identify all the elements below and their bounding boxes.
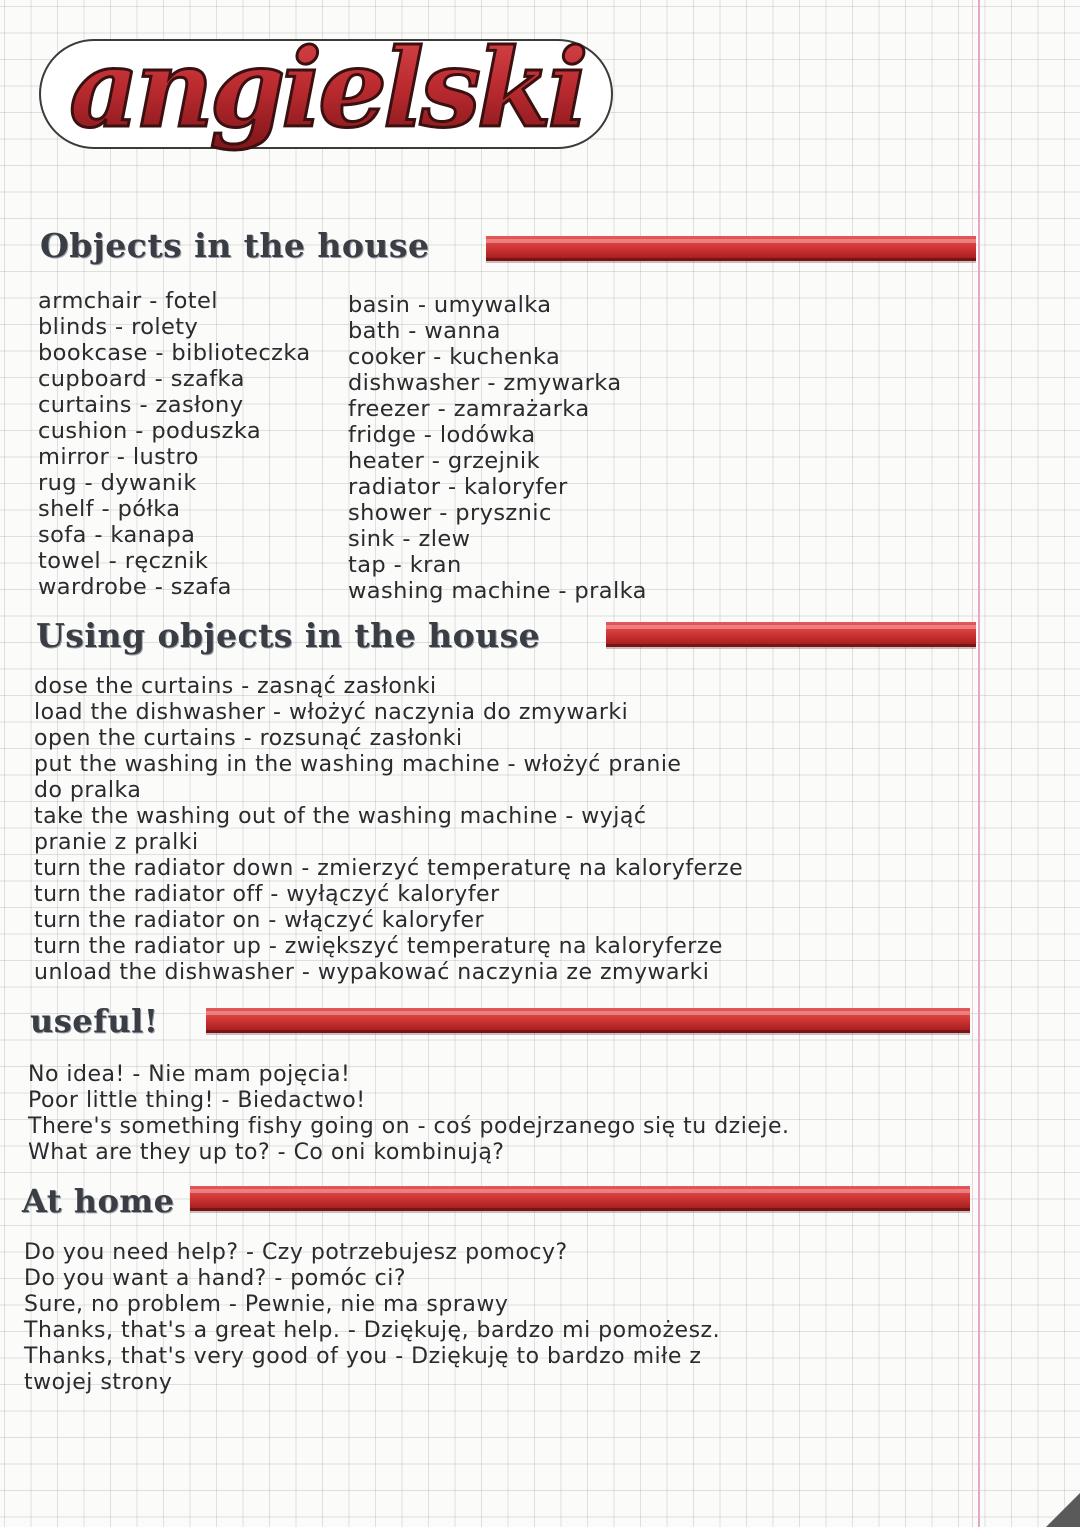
title-lettering-art	[34, 14, 624, 192]
vocab-item: wardrobe - szafa	[38, 574, 232, 600]
phrase-line: There's something fishy going on - coś podejrzanego się tu dzieje.	[28, 1114, 790, 1139]
vocab-item: basin - umywalka	[348, 292, 552, 318]
vocab-item: bookcase - biblioteczka	[38, 340, 311, 366]
phrase-line: put the washing in the washing machine - włożyć pranie	[34, 752, 682, 777]
vocab-item: cushion - poduszka	[38, 418, 262, 444]
vocab-item: fridge - lodówka	[348, 422, 536, 448]
page-corner-fold	[1046, 1493, 1080, 1527]
vocab-item: heater - grzejnik	[348, 448, 541, 474]
vocab-item: radiator - kaloryfer	[348, 474, 568, 500]
using-phrases	[34, 674, 743, 986]
phrase-line: unload the dishwasher - wypakować naczynia ze zmywarki	[34, 960, 710, 985]
phrase-line: Do you need help? - Czy potrzebujesz pomocy?	[24, 1240, 568, 1265]
margin-rule-inner	[972, 0, 973, 1527]
phrase-line: turn the radiator up - zwiększyć temperaturę na kaloryferze	[34, 934, 723, 959]
phrase-line: turn the radiator down - zmierzyć temperaturę na kaloryferze	[34, 856, 744, 881]
phrase-line: What are they up to? - Co oni kombinują?	[28, 1140, 505, 1165]
vocab-item: sink - zlew	[348, 526, 471, 552]
vocab-item: shower - prysznic	[348, 500, 552, 526]
phrase-line: turn the radiator off - wyłączyć kaloryfer	[34, 882, 500, 907]
phrase-line: twojej strony	[24, 1370, 173, 1395]
phrase-line: Do you want a hand? - pomóc ci?	[24, 1266, 407, 1291]
margin-rule	[978, 0, 980, 1527]
vocab-item: dishwasher - zmywarka	[348, 370, 622, 396]
heading-useful-bar	[206, 1008, 970, 1033]
phrase-line: Thanks, that's a great help. - Dziękuję, bardzo mi pomożesz.	[24, 1318, 721, 1343]
heading-at-home: At home	[22, 1182, 175, 1220]
vocab-item: freezer - zamrażarka	[348, 396, 590, 422]
vocab-item: bath - wanna	[348, 318, 501, 344]
heading-objects: Objects in the house	[40, 226, 430, 265]
vocab-item: curtains - zasłony	[38, 392, 244, 418]
title-lettering	[34, 14, 624, 192]
heading-useful: useful!	[30, 1002, 159, 1040]
vocab-item: towel - ręcznik	[38, 548, 209, 574]
vocab-item: shelf - półka	[38, 496, 181, 522]
heading-using-bar	[606, 622, 976, 647]
phrase-line: pranie z pralki	[34, 830, 199, 855]
vocab-item: cooker - kuchenka	[348, 344, 561, 370]
phrase-line: take the washing out of the washing machine - wyjąć	[34, 804, 647, 829]
vocab-item: armchair - fotel	[38, 288, 218, 314]
objects-left-column	[38, 288, 311, 600]
vocab-item: sofa - kanapa	[38, 522, 196, 548]
useful-phrases	[28, 1062, 790, 1166]
phrase-line: Poor little thing! - Biedactwo!	[28, 1088, 366, 1113]
heading-using: Using objects in the house	[36, 616, 541, 655]
vocab-item: cupboard - szafka	[38, 366, 245, 392]
at-home-phrases	[24, 1240, 720, 1396]
heading-at-home-bar	[190, 1186, 970, 1211]
phrase-line: open the curtains - rozsunąć zasłonki	[34, 726, 463, 751]
phrase-line: turn the radiator on - włączyć kaloryfer	[34, 908, 485, 933]
phrase-line: Sure, no problem - Pewnie, nie ma sprawy	[24, 1292, 509, 1317]
objects-right-column	[348, 292, 647, 604]
vocab-item: washing machine - pralka	[348, 578, 647, 604]
phrase-line: No idea! - Nie mam pojęcia!	[28, 1062, 351, 1087]
vocab-item: mirror - lustro	[38, 444, 199, 470]
phrase-line: Thanks, that's very good of you - Dziękuję to bardzo miłe z	[24, 1344, 702, 1369]
vocab-item: tap - kran	[348, 552, 462, 578]
vocab-item: rug - dywanik	[38, 470, 197, 496]
phrase-line: dose the curtains - zasnąć zasłonki	[34, 674, 437, 699]
page-title: angielski	[69, 26, 585, 152]
heading-objects-bar	[486, 236, 976, 261]
phrase-line: do pralka	[34, 778, 142, 803]
vocab-item: blinds - rolety	[38, 314, 199, 340]
phrase-line: load the dishwasher - włożyć naczynia do zmywarki	[34, 700, 629, 725]
